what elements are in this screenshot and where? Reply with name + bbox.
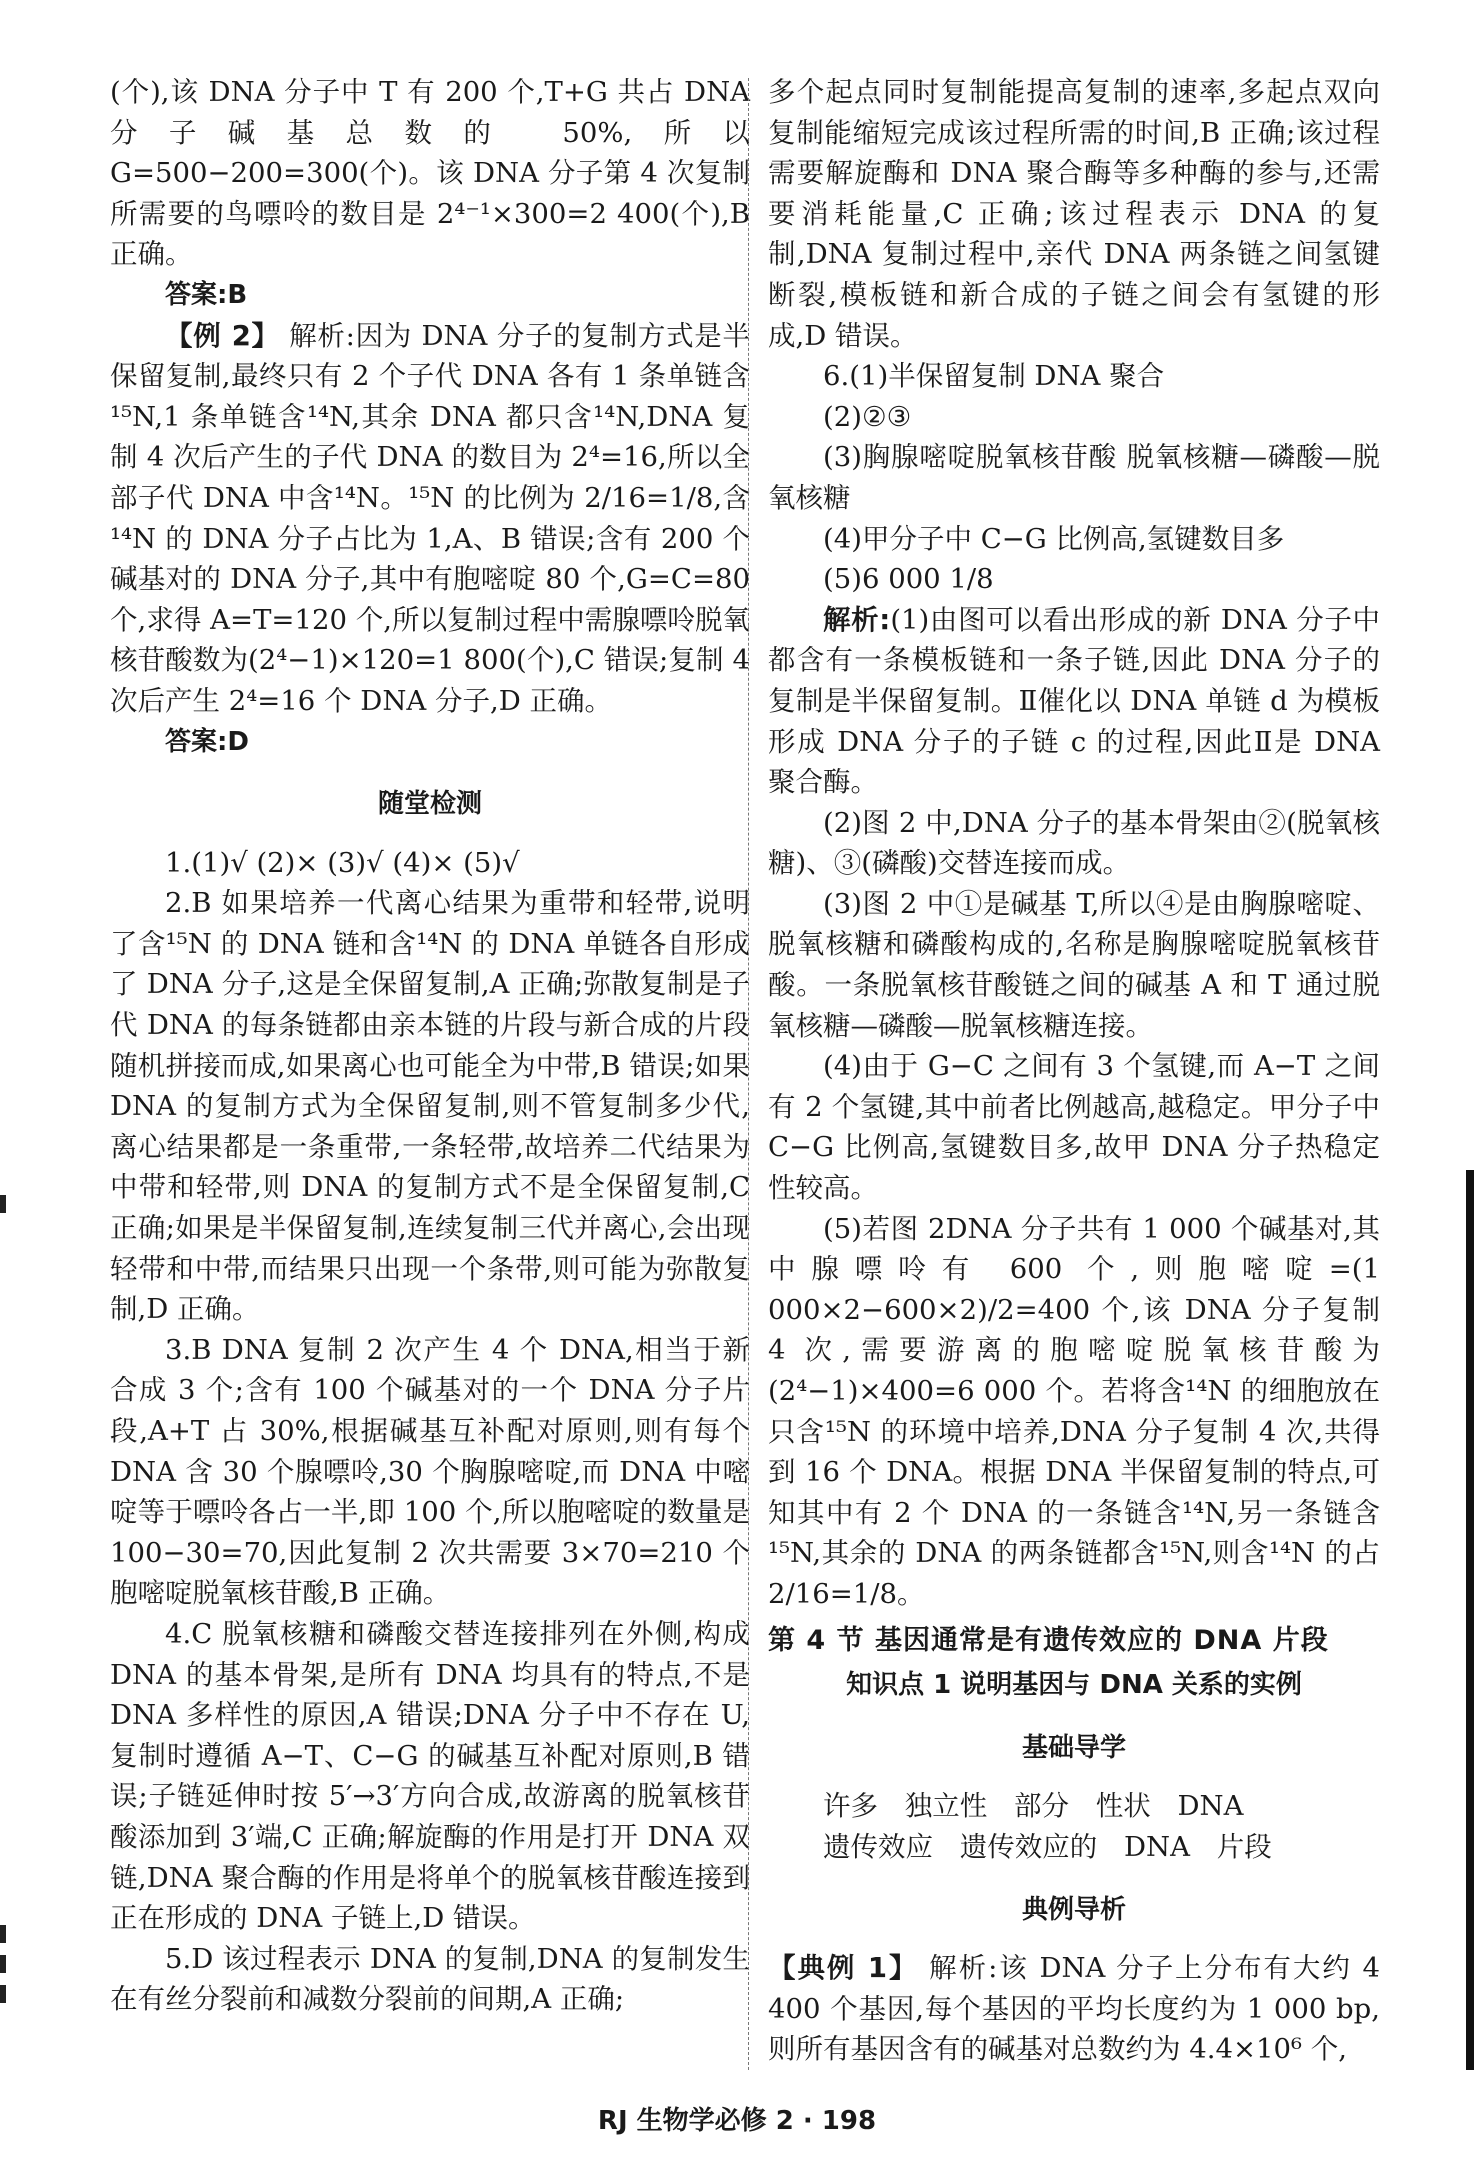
explanation-4: (4)由于 G−C 之间有 3 个氢键,而 A−T 之间有 2 个氢键,其中前者比例越高,越稳定。甲分子中 C−G 比例高,氢键数目多,故甲 DNA 分子热稳定性较高。 bbox=[768, 1050, 1380, 1205]
quiz-answer-5: 5.D 该过程表示 DNA 的复制,DNA 的复制发生在有丝分裂前和减数分裂前的间期,A 正确; bbox=[110, 1942, 750, 2016]
explanation-1 bbox=[768, 600, 1380, 803]
explanation-5: (5)若图 2DNA 分子共有 1 000 个碱基对,其中腺嘌呤有 600 个,则胞嘧啶=(1 000×2−600×2)/2=400 个,该 DNA 分子复制 4 次,需要游离的胞嘧啶脱氧核苷酸为(2⁴−1)×400=6 000 个。若将含¹⁴N 的细胞放在只含¹⁵N 的环境中培养,DNA 分子复制 4 次,共得到 16 个 DNA。根据 DNA 半保留复制的特点,可知其中有 2 个 DNA 的一条链含¹⁴N,另一条链含¹⁵N,其余的 DNA 的两条链都含¹⁵N,则含¹⁴N 的占 2/16=1/8。 bbox=[768, 1212, 1380, 1610]
column-divider bbox=[748, 78, 750, 2070]
subheading-basics: 基础导学 bbox=[1021, 1732, 1126, 1763]
typical-example-1 bbox=[768, 1948, 1380, 2070]
right-column bbox=[768, 72, 1380, 2070]
explanation-1-text: (1)由图可以看出形成的新 DNA 分子中都含有一条模板链和一条子链,因此 DNA 分子的复制是半保留复制。Ⅱ催化以 DNA 单链 d 为模板形成 DNA 分子的子链 c 的过程,因此Ⅱ是 DNA 聚合酶。 bbox=[768, 603, 1381, 799]
scan-mark bbox=[0, 1955, 6, 1973]
example-2-label: 【例 2】 bbox=[165, 319, 280, 352]
left-paragraph-1: (个),该 DNA 分子中 T 有 200 个,T+G 共占 DNA 分子碱基总数的 50%,所以 G=500−200=300(个)。该 DNA 分子第 4 次复制所需要的鸟嘌呤的数目是 2⁴⁻¹×300=2 400(个),B 正确。 bbox=[110, 76, 750, 271]
answer-6-5: (5)6 000 1/8 bbox=[823, 563, 994, 596]
answer-6-2: (2)②③ bbox=[823, 400, 912, 433]
example-2-text: 解析:因为 DNA 分子的复制方式是半保留复制,最终只有 2 个子代 DNA 各有 1 条单链含¹⁵N,1 条单链含¹⁴N,其余 DNA 都只含¹⁴N,DNA 复制 4 次后产生的子代 DNA 的数目为 2⁴=16,所以全部子代 DNA 中含¹⁴N。¹⁵N 的比例为 2/16=1/8,含¹⁴N 的 DNA 分子占比为 1,A、B 错误;含有 200 个碱基对的 DNA 分子,其中有胞嘧啶 80 个,G=C=80 个,求得 A=T=120 个,所以复制过程中需腺嘌呤脱氧核苷酸数为(2⁴−1)×120=1 800(个),C 错误;复制 4 次后产生 2⁴=16 个 DNA 分子,D 正确。 bbox=[110, 319, 751, 717]
example-2 bbox=[110, 316, 750, 722]
quiz-answer-1: 1.(1)√ (2)× (3)√ (4)× (5)√ bbox=[165, 846, 520, 879]
section-heading: 第 4 节 基因通常是有遗传效应的 DNA 片段 bbox=[768, 1624, 1329, 1656]
page-footer: RJ 生物学必修 2 · 198 bbox=[597, 2106, 877, 2136]
explanation-label: 解析: bbox=[823, 603, 891, 636]
answer-2: 答案:D bbox=[165, 726, 249, 757]
scan-edge-shadow bbox=[1466, 1170, 1474, 2070]
quiz-answer-2: 2.B 如果培养一代离心结果为重带和轻带,说明了含¹⁵N 的 DNA 链和含¹⁴N 的 DNA 单链各自形成了 DNA 分子,这是全保留复制,A 正确;弥散复制是子代 DNA 的每条链都由亲本链的片段与新合成的片段随机拼接而成,如果离心也可能全为中带,B 错误;如果 DNA 的复制方式为全保留复制,则不管复制多少代,离心结果都是一条重带,一条轻带,故培养二代结果为中带和轻带,则 DNA 的复制方式不是全保留复制,C 正确;如果是半保留复制,连续复制三代并离心,会出现轻带和中带,而结果只出现一个条带,则可能为弥散复制,D 正确。 bbox=[110, 887, 750, 1326]
answer-6-1: 6.(1)半保留复制 DNA 聚合 bbox=[823, 360, 1165, 393]
scan-mark bbox=[0, 1195, 6, 1213]
left-column bbox=[110, 72, 750, 2020]
answer-6-3: (3)胸腺嘧啶脱氧核苷酸 脱氧核糖—磷酸—脱氧核糖 bbox=[768, 441, 1380, 514]
explanation-3: (3)图 2 中①是碱基 T,所以④是由胸腺嘧啶、脱氧核糖和磷酸构成的,名称是胸腺嘧啶脱氧核苷酸。一条脱氧核苷酸链之间的碱基 A 和 T 通过脱氧核糖—磷酸—脱氧核糖连接。 bbox=[768, 887, 1380, 1042]
explanation-2: (2)图 2 中,DNA 分子的基本骨架由②(脱氧核糖)、③(磷酸)交替连接而成。 bbox=[768, 806, 1380, 880]
scan-mark bbox=[0, 1925, 6, 1943]
typical-example-1-text: 解析:该 DNA 分子上分布有大约 4 400 个基因,每个基因的平均长度约为 1 000 bp,则所有基因含有的碱基对总数约为 4.4×10⁶ 个, bbox=[768, 1952, 1380, 2066]
answer-1: 答案:B bbox=[165, 279, 248, 310]
answer-words-row-1: 许多 独立性 部分 性状 DNA bbox=[823, 1790, 1244, 1823]
right-paragraph-1: 多个起点同时复制能提高复制的速率,多起点双向复制能缩短完成该过程所需的时间,B 正确;该过程需要解旋酶和 DNA 聚合酶等多种酶的参与,还需要消耗能量,C 正确;该过程表示 DNA 的复制,DNA 复制过程中,亲代 DNA 两条链之间氢键断裂,模板链和新合成的子链之间会有氢键的形成,D 错误。 bbox=[768, 76, 1380, 352]
section-title-quiz: 随堂检测 bbox=[377, 789, 482, 820]
quiz-answer-3: 3.B DNA 复制 2 次产生 4 个 DNA,相当于新合成 3 个;含有 100 个碱基对的一个 DNA 分子片段,A+T 占 30%,根据碱基互补配对原则,则有每个 DNA 含 30 个腺嘌呤,30 个胸腺嘧啶,而 DNA 中嘧啶等于嘌呤各占一半,即 100 个,所以胞嘧啶的数量是 100−30=70,因此复制 2 次共需要 3×70=210 个胞嘧啶脱氧核苷酸,B 正确。 bbox=[110, 1333, 750, 1610]
answer-6-4: (4)甲分子中 C−G 比例高,氢键数目多 bbox=[823, 522, 1285, 555]
answer-words-row-2: 遗传效应 遗传效应的 DNA 片段 bbox=[823, 1830, 1272, 1863]
typical-example-1-label: 【典例 1】 bbox=[768, 1952, 919, 1985]
subheading-examples: 典例导析 bbox=[1021, 1894, 1126, 1925]
quiz-answer-4: 4.C 脱氧核糖和磷酸交替连接排列在外侧,构成 DNA 的基本骨架,是所有 DNA 均具有的特点,不是 DNA 多样性的原因,A 错误;DNA 分子中不存在 U,复制时遵循 A−T、C−G 的碱基互补配对原则,B 错误;子链延伸时按 5′→3′方向合成,故游离的脱氧核苷酸添加到 3′端,C 正确;解旋酶的作用是打开 DNA 双链,DNA 聚合酶的作用是将单个的脱氧核苷酸连接到正在形成的 DNA 子链上,D 错误。 bbox=[110, 1617, 750, 1935]
knowledge-point-title: 知识点 1 说明基因与 DNA 关系的实例 bbox=[846, 1670, 1302, 1701]
scan-mark bbox=[0, 1985, 6, 2003]
